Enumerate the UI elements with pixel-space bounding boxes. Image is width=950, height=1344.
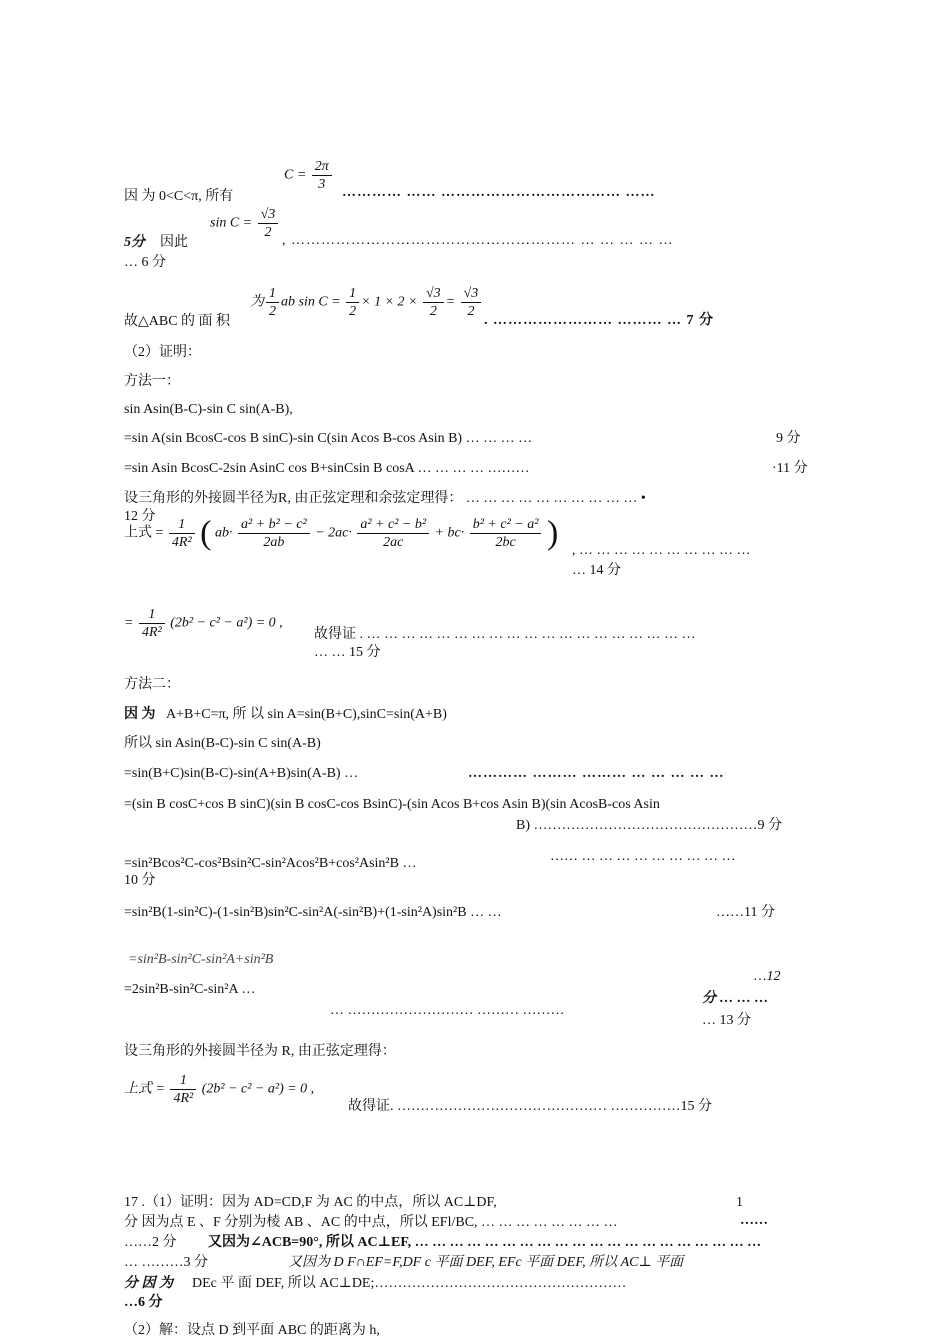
p1-line2-formula (210, 206, 280, 241)
p2-m2-eq (124, 1072, 314, 1107)
p2-m1-line4: 设三角形的外接圆半径为R, 由正弦定理和余弦定理得： … … … … … … … … … … • (124, 491, 646, 506)
p1-line3-dots: . …………………… ……… … 7 分 (484, 313, 714, 328)
p1-line1-eq: C = (284, 167, 307, 183)
q17-line6: …6 分 (124, 1295, 163, 1310)
p2-m2-line7: =sin²B(1-sin²C)-(1-sin²B)sin²C-sin²A(-sin²B)+(1-sin²A)sin²B … … (124, 905, 502, 920)
p2-m1-eq1-frac1: $\frac{\text{a² + b² − c²}}{2ab}$ (238, 516, 310, 551)
p1-line1-num: 2π (312, 158, 332, 176)
p2-m2-line9-dots: … ……………………… ……… ……… (330, 1003, 565, 1018)
p1-line2-den: 2 (264, 225, 272, 240)
p2-m2-eq-body: (2b² − c² − a²) = 0 , (201, 1081, 315, 1097)
p2-m1-line3: =sin Asin BcosC-2sin AsinC cos B+sinCsin B cosA … … … … ……… (124, 461, 530, 476)
p1-line3-frac-half-2: $\frac{1}{2}$ (346, 285, 359, 320)
p2-m1-eq2-text: 故得证 . … … … … … … … … … … … … … … … … … … … (314, 627, 696, 642)
q17-line2: 分 因为点 E 、F 分别为棱 AB 、AC 的中点，所以 EFl/BC, … … … … … … … … (124, 1215, 618, 1230)
p2-m2-line6-dots: …… … … … … … … … … … (550, 849, 736, 864)
p2-m1-eq1-frac3: $\frac{\text{b² + c² − a²}}{2bc}$ (470, 516, 542, 551)
q17-line2-dots: …… (740, 1213, 768, 1228)
p1-line2-tail: … 6 分 (124, 255, 166, 270)
q17-line1-score: 1 (736, 1195, 743, 1210)
p2-m2-line8: =sin²B-sin²C-sin²A+sin²B (128, 952, 274, 967)
p2-m1-eq1-paren-close: ) (546, 514, 559, 552)
p2-m1-line4-tail: 12 分 (124, 509, 156, 524)
p2-m2-eq-coef: $\frac{1}{\text{4R²}}$ (170, 1072, 196, 1107)
p2-m1-eq1-term2: − 2ac· (315, 525, 352, 541)
p2-m2-line4: =(sin B cosC+cos B sinC)(sin B cosC-cos BsinC)-(sin Acos B+cos Asin B)(sin AcosB-cos Asin (124, 797, 660, 812)
p1-line3-frac-half: $\frac{1}{2}$ (266, 285, 279, 320)
q17-line3a: ……2 分 (124, 1235, 177, 1250)
p1-line3-eq-c: × 1 × 2 × (361, 294, 418, 310)
p2-m2-line9-tail: … 13 分 (702, 1013, 751, 1028)
p1-line1-formula (284, 158, 334, 193)
p2-m1-eq2-coef: $\frac{1}{\text{4R²}}$ (139, 606, 165, 641)
p1-line3-eq-d: = (445, 294, 456, 310)
p2-m2-line7-score: ……11 分 (716, 905, 775, 920)
p2-m1-eq1-pre: 上式 = (124, 525, 164, 541)
p2-m2-line6: =sin²Bcos²C-cos²Bsin²C-sin²Acos²B+cos²Asin²B … (124, 856, 417, 871)
p2-method2-title: 方法二： (124, 677, 180, 692)
p2-m2-line1a: 因 为 (124, 707, 156, 722)
p2-m1-eq2: = $\frac{1}{\text{4R²}}$ (2b² − c² − a²) = 0 , (124, 607, 283, 640)
q17-line4a: … ………3 分 (124, 1255, 208, 1270)
p1-line3-text: 故△ABC 的 面 积 (124, 314, 231, 329)
p1-line3-frac-result: $\frac{√3}{2}$ (461, 285, 482, 320)
p2-m1-eq1-paren-open: ( (200, 514, 212, 552)
p2-m2-line2: 所以 sin Asin(B-C)-sin C sin(A-B) (124, 736, 321, 751)
q17-line4b: 又因为 D F∩EF=F,DF c 平面 DEF, EFc 平面 DEF, 所以 AC⊥ 平面 (288, 1255, 684, 1270)
p1-line2-num: √3 (258, 206, 279, 224)
p2-m1-eq2-body: (2b² − c² − a²) = 0 , (170, 615, 283, 631)
p2-method1-title: 方法一： (124, 374, 180, 389)
p2-m2-line6-tail: 10 分 (124, 873, 156, 888)
p2-m1-eq1 (124, 516, 558, 551)
p2-m1-line3-score: ·11 分 (772, 461, 808, 476)
p2-m2-eq-pre: 上式 = (124, 1081, 165, 1097)
p1-line2-fraction (258, 206, 279, 241)
q17-line5b: DEc 平 面 DEF, 所以 AC⊥DE;……………………………………………… (192, 1276, 627, 1291)
p1-line3-formula (250, 285, 483, 320)
p1-line3-frac-sqrt: $\frac{√3}{2}$ (423, 285, 444, 320)
p2-m2-line3: =sin(B+C)sin(B-C)-sin(A+B)sin(A-B) … (124, 766, 359, 781)
p1-line2-text: 因此 (160, 235, 188, 250)
p2-m2-line9-score: 分 … … … (702, 991, 769, 1006)
p1-line1-dots: ………… …… ……………………………… …… (342, 185, 656, 200)
p2-m1-line2: =sin A(sin BcosC-cos B sinC)-sin C(sin Acos B-cos Asin B) … … … … (124, 431, 533, 446)
p2-m1-eq1-coef: $\frac{1}{\text{4R²}}$ (169, 516, 195, 551)
p2-m2-line10: 设三角形的外接圆半径为 R, 由正弦定理得： (124, 1044, 396, 1059)
p2-m2-line3-dots: ………… ……… ……… … … … … … (468, 766, 725, 781)
p2-m2-line8-score: …12 (754, 969, 781, 984)
q17-line1: 17 .（1）证明：因为 AD=CD,F 为 AC 的中点，所以 AC⊥DF, (124, 1195, 497, 1210)
p2-m1-line2-score: 9 分 (776, 431, 801, 446)
p2-m2-line5: B) …………………………………………9 分 (516, 818, 782, 833)
p1-line1-text: 因 为 0<C<π, 所有 (124, 189, 234, 204)
p2-heading: （2）证明： (124, 345, 201, 360)
p1-line1-fraction (312, 158, 332, 193)
p2-m1-eq1-tail: … 14 分 (572, 563, 621, 578)
p1-line2-eq: sin C = (210, 215, 253, 231)
q17-line7: （2）解：设点 D 到平面 ABC 的距离为 h, (124, 1323, 380, 1338)
p2-m2-line9: =2sin²B-sin²C-sin²A … (124, 982, 256, 997)
q17-line3b: 又因为∠ACB=90°, 所以 AC⊥EF, … … … … … … … … … … … … … … … … … … … … (208, 1235, 762, 1250)
p2-m1-eq1-term1: ab· (214, 525, 233, 541)
p1-line3-eq-b: ab sin C = (281, 294, 341, 310)
p2-m1-eq1-dots: , … … … … … … … … … … (572, 543, 751, 558)
p1-line1-den: 3 (318, 177, 326, 192)
p2-m1-line1: sin Asin(B-C)-sin C sin(A-B), (124, 402, 293, 417)
p2-m2-line1b: A+B+C=π, 所 以 sin A=sin(B+C),sinC=sin(A+B) (166, 707, 447, 722)
p2-m2-eq-text: 故得证. ……………………………………… ……………15 分 (348, 1099, 712, 1114)
p1-line2-dots: , ………………………………………………… … … … … … (282, 233, 674, 248)
p2-m1-eq1-term3: + bc· (434, 525, 465, 541)
p2-m1-eq1-frac2: $\frac{\text{a² + c² − b²}}{2ac}$ (357, 516, 429, 551)
p1-line2-score: 5分 (124, 235, 145, 250)
p2-m1-eq2-tail: … … 15 分 (314, 645, 381, 660)
p1-line3-eq-a: 为 (250, 294, 264, 310)
q17-line5a: 分 因 为 (124, 1276, 173, 1291)
